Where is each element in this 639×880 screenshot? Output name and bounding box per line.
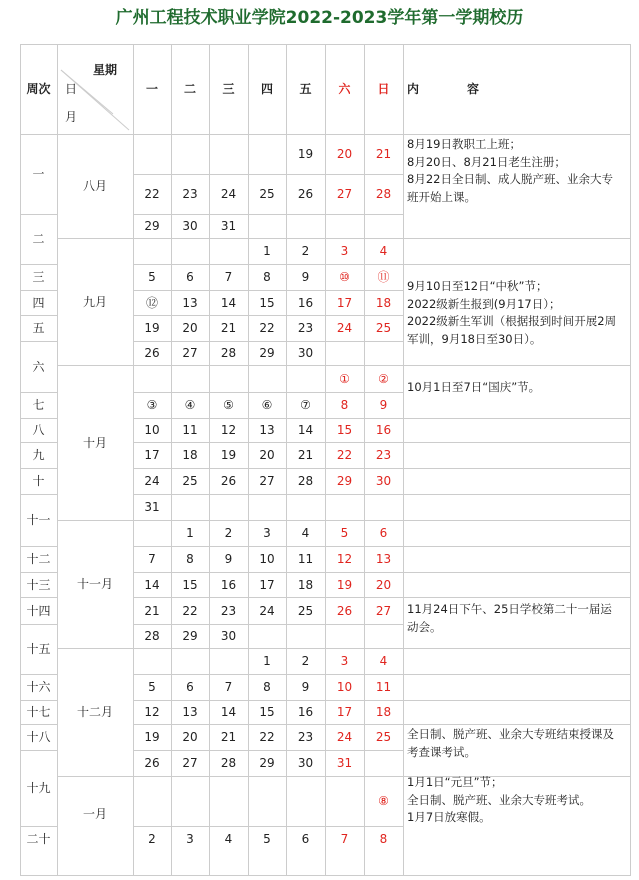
- day-cell: 21: [220, 321, 237, 335]
- day-cell: 19: [144, 321, 160, 335]
- day-cell: 24: [259, 603, 275, 618]
- day-cell: 9: [301, 680, 310, 694]
- calendar-note: [407, 726, 627, 761]
- calendar-note-line: 动会。: [407, 619, 442, 634]
- calendar-note-line: 1月1日“元旦”节；: [407, 775, 503, 789]
- week-label-17: 十七: [26, 705, 51, 719]
- calendar-note-line: 11月24日下午、25日学校第二十一届运: [407, 602, 612, 616]
- day-cell: ⑧: [378, 794, 389, 808]
- header-day-1: 一: [145, 82, 158, 96]
- calendar-note: [407, 774, 627, 827]
- header-diag-weekday: 星期: [92, 63, 117, 77]
- day-cell: 23: [297, 730, 314, 744]
- header-day-5: 五: [299, 82, 312, 96]
- day-cell: 17: [336, 295, 353, 310]
- day-cell: 7: [148, 552, 156, 566]
- header-day-3: 三: [222, 82, 235, 96]
- day-cell: 31: [336, 756, 353, 770]
- day-cell: 21: [375, 147, 392, 161]
- week-label-19: 十九: [26, 781, 51, 795]
- day-cell: 1: [263, 654, 271, 668]
- calendar-note: [407, 601, 627, 636]
- day-cell: 26: [297, 187, 314, 201]
- week-label-11: 十一: [26, 513, 51, 527]
- day-cell: ⑪: [377, 270, 390, 284]
- day-cell: 11: [375, 680, 392, 694]
- day-cell: 25: [182, 474, 198, 488]
- day-cell: 25: [297, 603, 314, 618]
- day-cell: 4: [379, 654, 388, 668]
- day-cell: 18: [375, 295, 392, 310]
- day-cell: 26: [220, 474, 237, 488]
- day-cell: 5: [340, 526, 349, 540]
- calendar-note-line: 8月20日、8月21日老生注册；: [407, 154, 566, 169]
- day-cell: 11: [297, 552, 314, 566]
- calendar-note-line: 8月22日全日制、成人脱产班、业余大专: [407, 172, 613, 186]
- day-cell: 27: [336, 187, 353, 201]
- week-label-4: 四: [32, 295, 45, 310]
- day-cell: 29: [259, 756, 275, 770]
- calendar-note-line: 10月1日至7日“国庆”节。: [407, 380, 541, 394]
- week-label-3: 三: [32, 270, 45, 284]
- day-cell: 23: [182, 187, 198, 201]
- day-cell: 9: [379, 398, 388, 412]
- day-cell: 26: [144, 346, 160, 360]
- month-label: 十一月: [76, 577, 113, 591]
- calendar-note-line: 班开始上课。: [407, 189, 476, 204]
- calendar-note-line: 全日制、脱产班、业余大专班考试。: [407, 792, 591, 807]
- calendar-note-line: 1月7日放寒假。: [407, 810, 491, 824]
- week-label-5: 五: [32, 321, 45, 335]
- header-day-4: 四: [260, 82, 273, 96]
- day-cell: 24: [144, 474, 160, 488]
- day-cell: 25: [375, 730, 392, 744]
- header-diag-day: 日: [64, 82, 77, 96]
- calendar-note-line: 2022级新生军训（根据报到时间开展2周: [407, 314, 617, 328]
- day-cell: 29: [144, 219, 160, 233]
- day-cell: 28: [375, 187, 392, 201]
- header-diag-month: 月: [64, 110, 77, 124]
- day-cell: 8: [186, 552, 194, 566]
- day-cell: 16: [297, 295, 314, 310]
- day-cell: ③: [146, 398, 158, 412]
- week-label-7: 七: [32, 398, 45, 412]
- calendar-note: [407, 379, 627, 397]
- day-cell: ②: [378, 371, 389, 386]
- school-calendar-table: [20, 44, 631, 876]
- day-cell: 16: [220, 577, 237, 592]
- day-cell: 26: [336, 603, 353, 618]
- day-cell: 4: [301, 526, 310, 540]
- day-cell: 14: [144, 577, 160, 592]
- week-label-20: 二十: [26, 832, 51, 846]
- week-label-14: 十四: [26, 603, 51, 618]
- day-cell: 3: [263, 526, 271, 540]
- day-cell: 1: [186, 526, 194, 540]
- calendar-note-line: 考查课考试。: [407, 744, 476, 759]
- day-cell: 16: [297, 705, 314, 719]
- day-cell: ④: [184, 398, 196, 412]
- day-cell: 24: [336, 730, 353, 744]
- day-cell: ⑩: [339, 270, 350, 284]
- day-cell: 14: [297, 423, 314, 437]
- day-cell: 28: [297, 474, 314, 488]
- day-cell: 30: [220, 629, 237, 643]
- day-cell: 13: [259, 423, 275, 437]
- day-cell: 15: [182, 577, 198, 592]
- day-cell: 28: [220, 346, 237, 360]
- day-cell: 31: [144, 500, 160, 514]
- day-cell: 8: [340, 398, 349, 412]
- day-cell: 30: [297, 346, 314, 360]
- day-cell: 9: [301, 270, 310, 284]
- day-cell: 23: [220, 603, 237, 618]
- calendar-note-line: 2022级新生报到(9月17日）；: [407, 296, 561, 311]
- day-cell: 27: [182, 756, 198, 770]
- week-label-2: 二: [32, 232, 45, 246]
- week-label-12: 十二: [26, 552, 51, 566]
- month-label: 十二月: [76, 705, 113, 719]
- day-cell: 4: [224, 832, 233, 846]
- week-label-15: 十五: [26, 642, 51, 656]
- calendar-note-line: 全日制、脱产班、业余大专班结束授课及: [407, 727, 614, 741]
- day-cell: 6: [186, 680, 194, 694]
- day-cell: 13: [182, 295, 198, 310]
- day-cell: 27: [375, 603, 392, 618]
- day-cell: 20: [336, 147, 353, 161]
- header-week: 周次: [26, 82, 51, 96]
- day-cell: 2: [301, 244, 310, 258]
- day-cell: 14: [220, 295, 237, 310]
- day-cell: 27: [259, 474, 275, 488]
- day-cell: 24: [220, 187, 237, 201]
- day-cell: 10: [336, 680, 353, 694]
- header-day-2: 二: [183, 82, 196, 96]
- day-cell: 1: [263, 244, 271, 258]
- day-cell: 31: [220, 219, 237, 233]
- day-cell: 5: [148, 270, 156, 284]
- calendar-note-line: 9月10日至12日“中秋”节；: [407, 279, 548, 293]
- day-cell: 5: [148, 680, 156, 694]
- calendar-note: [407, 278, 627, 348]
- day-cell: 2: [224, 526, 233, 540]
- day-cell: 22: [336, 448, 353, 462]
- day-cell: 22: [259, 730, 275, 744]
- day-cell: 19: [336, 577, 353, 592]
- day-cell: 17: [336, 705, 353, 719]
- week-label-10: 十: [32, 474, 45, 488]
- day-cell: 30: [375, 474, 392, 488]
- day-cell: 9: [224, 552, 233, 566]
- day-cell: 7: [224, 270, 233, 284]
- day-cell: ①: [339, 371, 350, 386]
- day-cell: 20: [375, 577, 392, 592]
- day-cell: 15: [336, 423, 353, 437]
- day-cell: 18: [297, 577, 314, 592]
- week-label-18: 十八: [26, 730, 51, 744]
- month-label: 九月: [82, 294, 107, 309]
- day-cell: 26: [144, 756, 160, 770]
- day-cell: 30: [182, 219, 198, 233]
- day-cell: 29: [182, 629, 198, 643]
- day-cell: 13: [375, 552, 392, 566]
- day-cell: 7: [224, 680, 233, 694]
- day-cell: 27: [182, 346, 198, 360]
- month-label: 十月: [82, 435, 107, 450]
- day-cell: 23: [297, 321, 314, 335]
- calendar-note-line: 8月19日教职工上班；: [407, 137, 521, 151]
- day-cell: 21: [144, 603, 160, 618]
- header-day-7: 日: [377, 82, 390, 96]
- day-cell: 2: [301, 654, 310, 668]
- day-cell: 7: [340, 832, 349, 846]
- day-cell: 17: [144, 448, 160, 462]
- day-cell: 30: [297, 756, 314, 770]
- day-cell: 8: [263, 680, 271, 694]
- day-cell: 14: [220, 705, 237, 719]
- day-cell: 23: [375, 448, 392, 462]
- header-day-6: 六: [338, 82, 351, 96]
- day-cell: ⑫: [145, 295, 158, 310]
- calendar-note: [407, 136, 627, 206]
- calendar-note-line: 军训，9月18日至30日）。: [407, 331, 542, 346]
- page-title: 广州工程技术职业学院2022-2023学年第一学期校历: [115, 8, 524, 28]
- day-cell: 13: [182, 705, 198, 719]
- day-cell: 12: [336, 552, 353, 566]
- day-cell: 20: [259, 448, 275, 462]
- day-cell: 3: [340, 654, 349, 668]
- day-cell: 25: [259, 187, 275, 201]
- day-cell: 8: [263, 270, 271, 284]
- day-cell: 4: [379, 244, 388, 258]
- day-cell: 3: [340, 244, 349, 258]
- day-cell: 25: [375, 321, 392, 335]
- day-cell: 19: [220, 448, 237, 462]
- day-cell: 12: [220, 423, 237, 437]
- month-label: 八月: [82, 179, 107, 193]
- day-cell: 20: [182, 321, 198, 335]
- week-label-6: 六: [32, 359, 45, 374]
- day-cell: 22: [182, 603, 198, 618]
- month-label: 一月: [82, 807, 107, 821]
- day-cell: 6: [379, 526, 388, 540]
- day-cell: 29: [336, 474, 353, 488]
- day-cell: 2: [148, 832, 156, 846]
- day-cell: 22: [144, 187, 160, 201]
- week-label-1: 一: [32, 167, 45, 181]
- day-cell: ⑤: [223, 398, 234, 412]
- day-cell: 19: [297, 147, 314, 161]
- header-content: 内 容: [407, 82, 480, 96]
- day-cell: 12: [144, 705, 160, 719]
- day-cell: 28: [144, 629, 160, 643]
- day-cell: ⑥: [261, 398, 273, 412]
- day-cell: 15: [259, 705, 275, 719]
- day-cell: 10: [259, 552, 275, 566]
- day-cell: 21: [220, 730, 237, 744]
- day-cell: 22: [259, 321, 275, 335]
- day-cell: 21: [297, 448, 314, 462]
- day-cell: 17: [259, 577, 275, 592]
- day-cell: 20: [182, 730, 198, 744]
- week-label-13: 十三: [26, 577, 51, 592]
- day-cell: 29: [259, 346, 275, 360]
- day-cell: 8: [379, 832, 388, 846]
- week-label-8: 八: [32, 423, 45, 437]
- day-cell: 15: [259, 295, 275, 310]
- day-cell: 11: [182, 423, 198, 437]
- day-cell: ⑦: [300, 398, 311, 412]
- day-cell: 6: [301, 832, 310, 846]
- week-label-9: 九: [32, 448, 45, 462]
- day-cell: 18: [375, 705, 392, 719]
- day-cell: 28: [220, 756, 237, 770]
- day-cell: 3: [186, 832, 194, 846]
- day-cell: 6: [186, 270, 194, 284]
- day-cell: 24: [336, 321, 353, 335]
- day-cell: 18: [182, 448, 198, 462]
- week-label-16: 十六: [26, 680, 51, 694]
- day-cell: 5: [263, 832, 271, 846]
- day-cell: 10: [144, 423, 160, 437]
- day-cell: 16: [375, 423, 392, 437]
- day-cell: 19: [144, 730, 160, 744]
